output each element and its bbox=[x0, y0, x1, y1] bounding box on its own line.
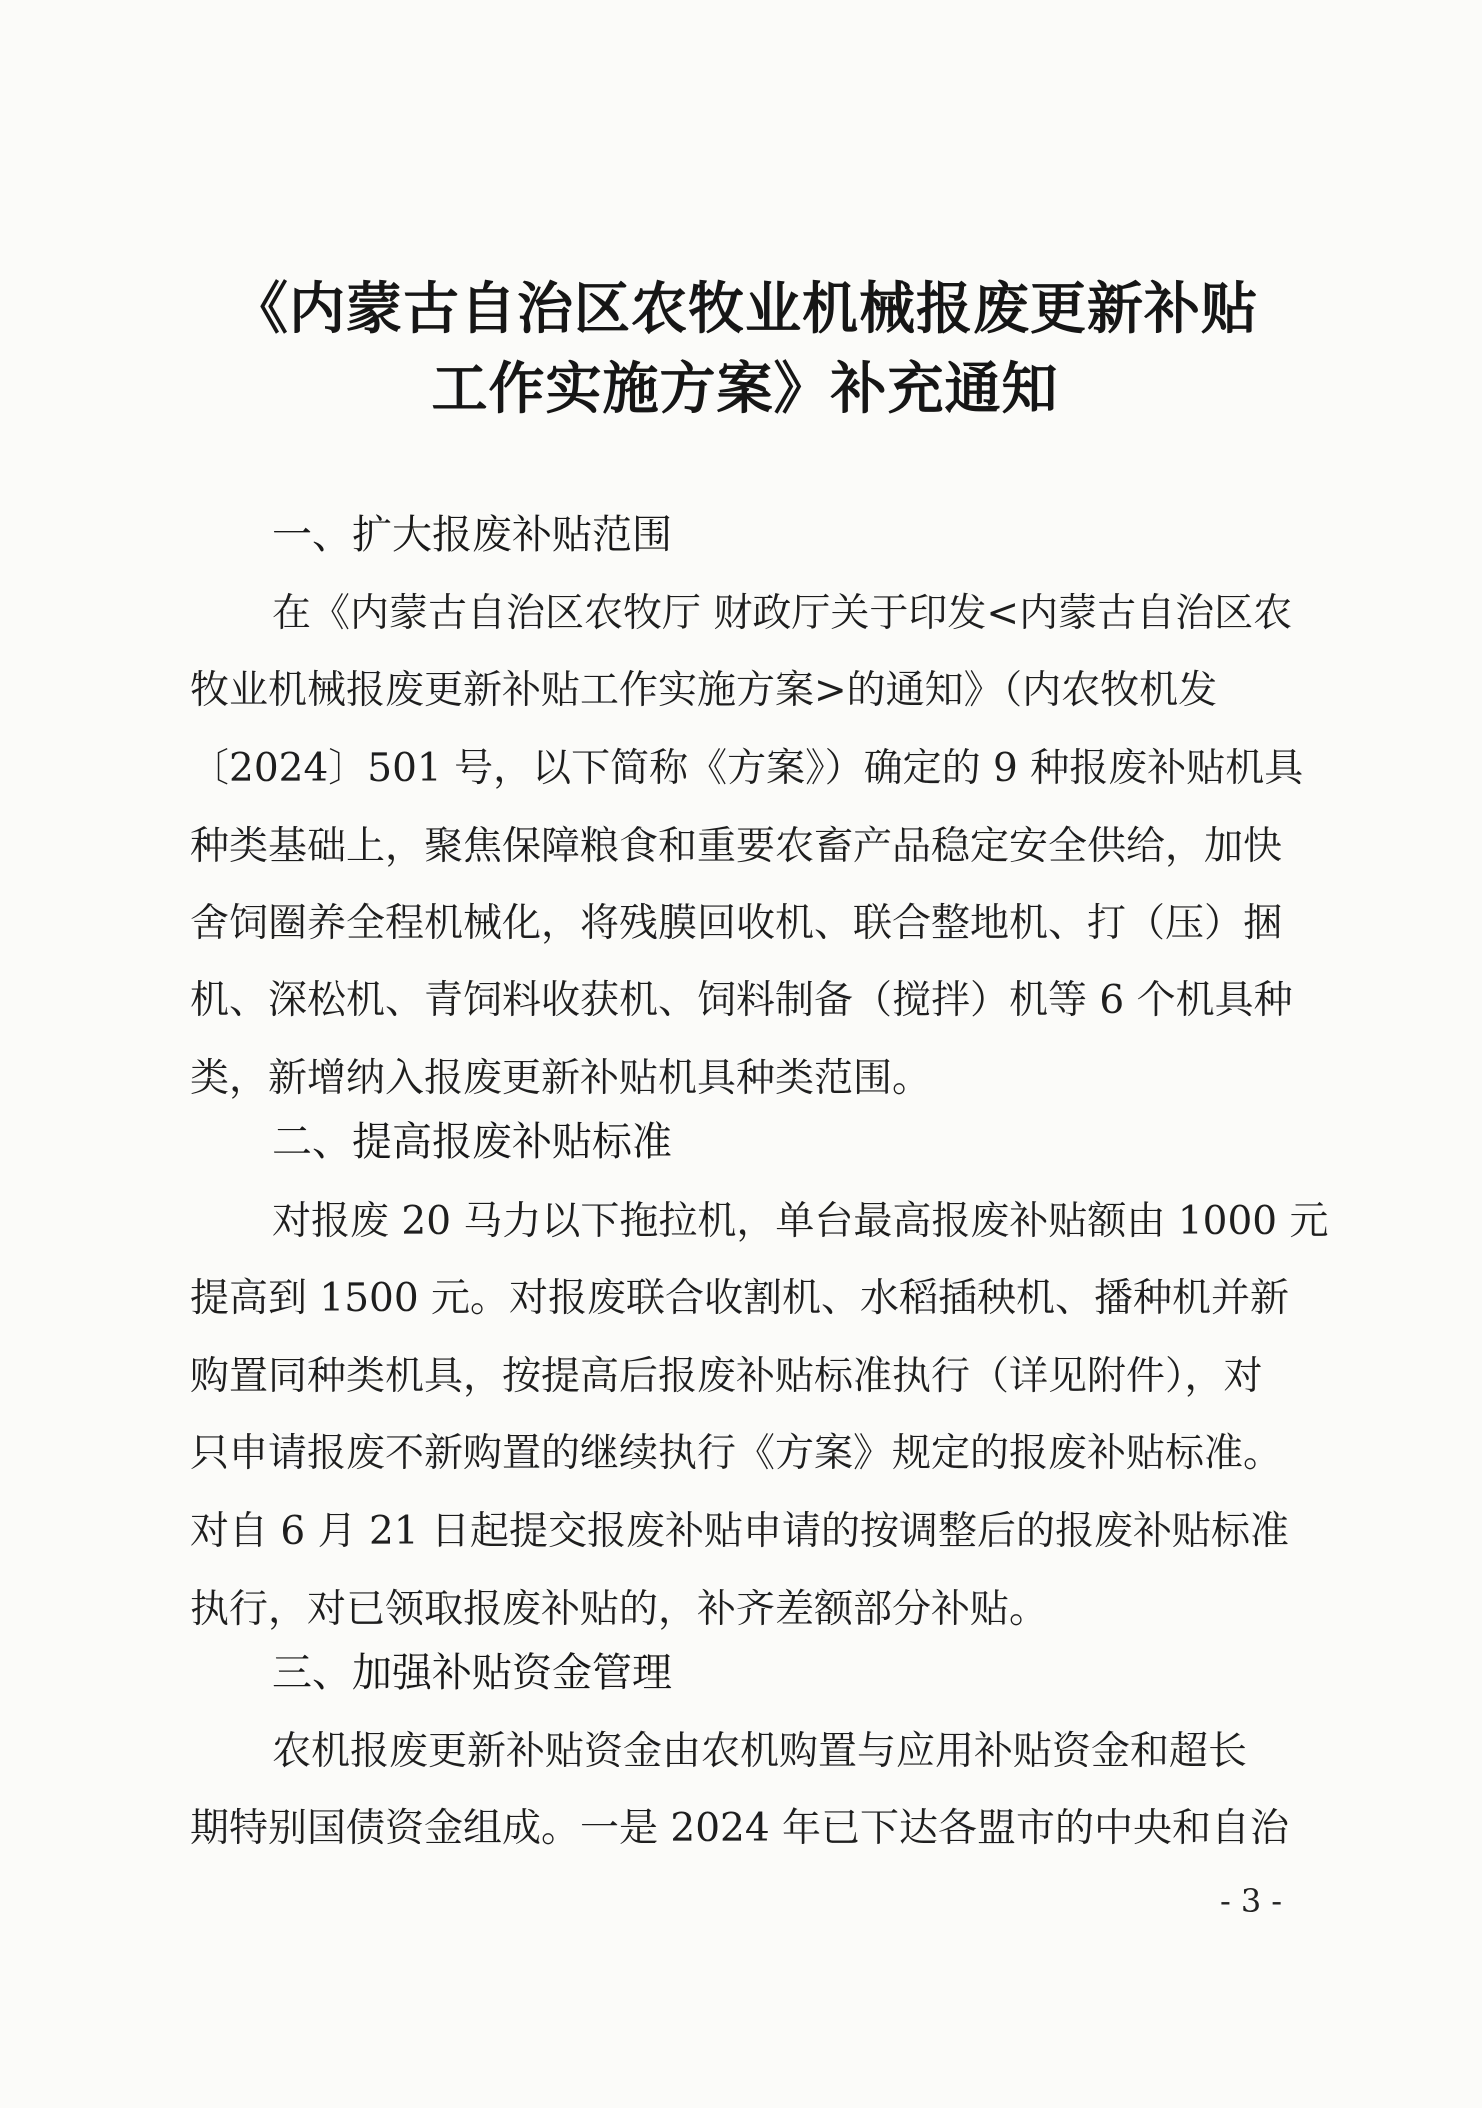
section-1-line-6: 机、深松机、青饲料收获机、饲料制备（搅拌）机等 6 个机具种 bbox=[190, 978, 1293, 1023]
section-1-line-2: 牧业机械报废更新补贴工作实施方案>的通知》（内农牧机发 bbox=[190, 668, 1218, 713]
section-2-line-4: 只申请报废不新购置的继续执行《方案》规定的报废补贴标准。 bbox=[190, 1431, 1283, 1476]
section-2-line-1: 对报废 20 马力以下拖拉机，单台最高报废补贴额由 1000 元 bbox=[272, 1199, 1329, 1244]
page-number bbox=[1210, 1882, 1292, 1920]
section-2-line-6: 执行，对已领取报废补贴的，补齐差额部分补贴。 bbox=[190, 1587, 1049, 1632]
section-2-line-2: 提高到 1500 元。对报废联合收割机、水稻插秧机、播种机并新 bbox=[190, 1276, 1290, 1321]
page-number-dash-left: - bbox=[1220, 1882, 1231, 1920]
section-1-line-5: 舍饲圈养全程机械化，将残膜回收机、联合整地机、打（压）捆 bbox=[190, 901, 1283, 946]
section-3-line-1: 农机报废更新补贴资金由农机购置与应用补贴资金和超长 bbox=[272, 1729, 1248, 1774]
section-2-heading: 二、提高报废补贴标准 bbox=[272, 1119, 672, 1165]
section-1-line-4: 种类基础上，聚焦保障粮食和重要农畜产品稳定安全供给，加快 bbox=[190, 824, 1283, 869]
document-title-line-1: 《内蒙古自治区农牧业机械报废更新补贴 bbox=[232, 277, 1258, 342]
section-1-line-1: 在《内蒙古自治区农牧厅 财政厅关于印发<内蒙古自治区农 bbox=[272, 591, 1293, 636]
section-3-heading: 三、加强补贴资金管理 bbox=[272, 1650, 672, 1696]
section-2-line-3: 购置同种类机具，按提高后报废补贴标准执行（详见附件），对 bbox=[190, 1354, 1263, 1399]
page-number-value: 3 bbox=[1240, 1882, 1262, 1920]
document-title-line-2: 工作实施方案》补充通知 bbox=[431, 357, 1059, 422]
page-number-dash-right: - bbox=[1271, 1882, 1282, 1920]
section-1-line-7: 类，新增纳入报废更新补贴机具种类范围。 bbox=[190, 1056, 932, 1101]
section-1-heading: 一、扩大报废补贴范围 bbox=[272, 512, 672, 558]
section-2-line-5: 对自 6 月 21 日起提交报废补贴申请的按调整后的报废补贴标准 bbox=[190, 1509, 1290, 1554]
section-3-line-2: 期特别国债资金组成。一是 2024 年已下达各盟市的中央和自治 bbox=[190, 1806, 1290, 1851]
section-1-line-3: 〔2024〕501 号，以下简称《方案》）确定的 9 种报废补贴机具 bbox=[190, 746, 1304, 791]
